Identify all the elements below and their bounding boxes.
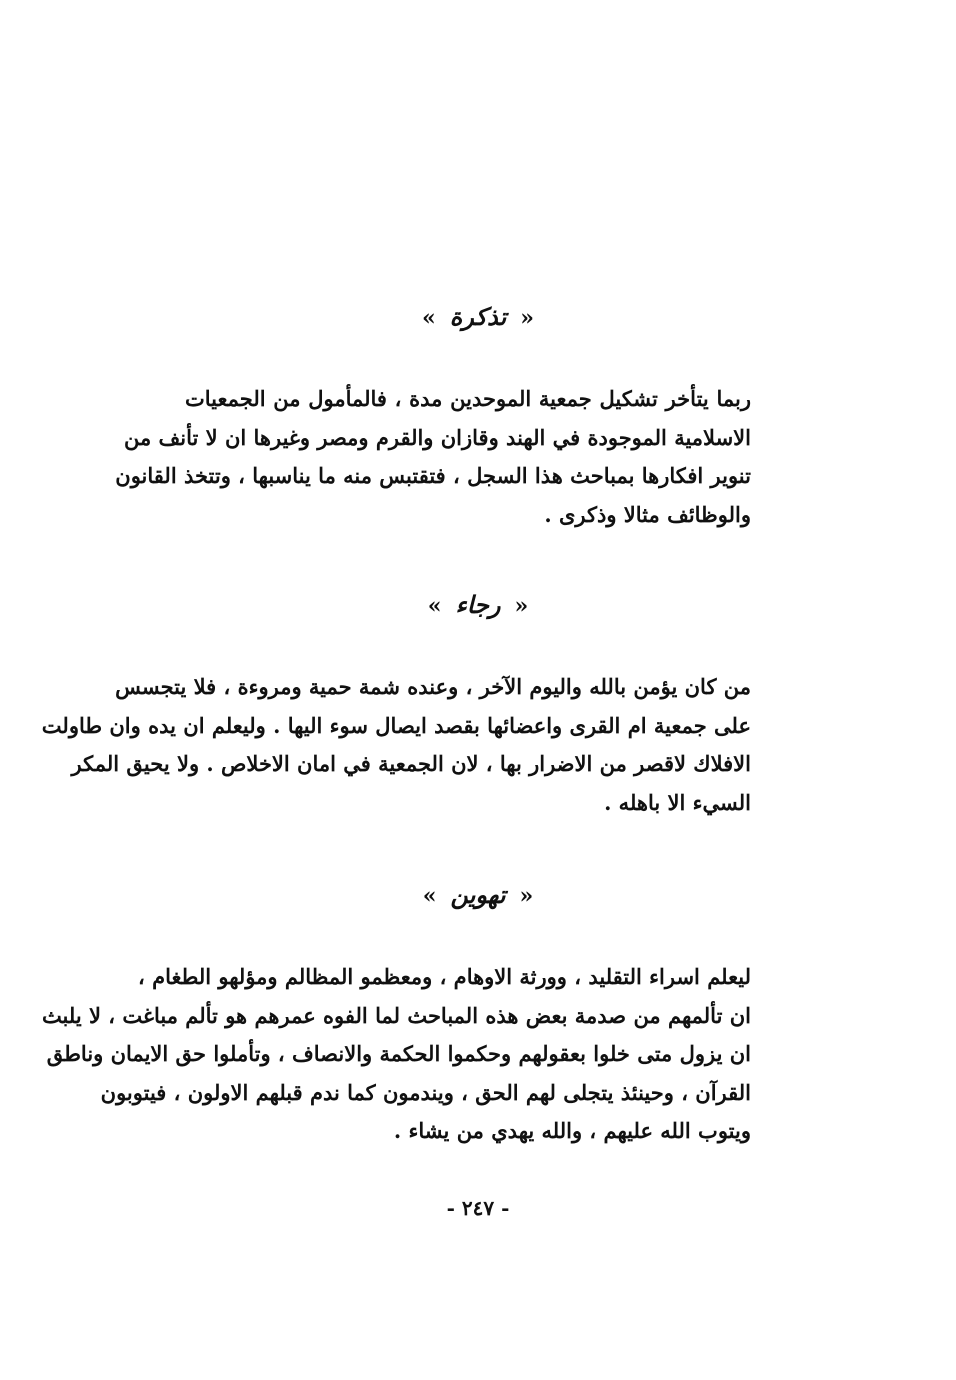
heading-text: تهوين <box>450 880 506 909</box>
heading-text: تذكرة <box>449 302 507 331</box>
section-heading-tadhkira <box>0 302 956 331</box>
paragraph-line: الافلاك لاقصر من الاضرار بها ، لان الجمعية في امان الاخلاص . ولا يحيق المكر <box>71 751 751 776</box>
paragraph-line: الاسلامية الموجودة في الهند وقازان والقرم ومصر وغيرها ان لا تأنف من <box>124 424 751 450</box>
section-heading-tahwin <box>0 880 956 909</box>
paragraph-line: السيء الا باهله . <box>604 789 751 815</box>
page-number: - ٢٤٧ - <box>446 1196 510 1220</box>
paragraph-line: ويتوب الله عليهم ، والله يهدي من يشاء . <box>393 1118 751 1143</box>
paragraph-line: ليعلم اسراء التقليد ، وورثة الاوهام ، ومعظمو المظالم ومؤلهو الطغام ، <box>138 964 751 989</box>
quote-open: « <box>519 883 534 909</box>
paragraph-raja <box>41 668 751 822</box>
paragraph-line: ربما يتأخر تشكيل جمعية الموحدين مدة ، فالمأمول من الجمعيات <box>185 386 751 411</box>
paragraph-tadhkira <box>115 380 751 534</box>
paragraph-line: على جمعية ام القرى واعضائها بقصد ايصال سوء اليها . وليعلم ان يده وان طاولت <box>41 712 751 738</box>
quote-close: » <box>427 593 442 619</box>
paragraph-tahwin <box>41 958 751 1151</box>
paragraph-line: من كان يؤمن بالله واليوم الآخر ، وعنده شمة حمية ومروءة ، فلا يتجسس <box>115 674 751 699</box>
quote-open: « <box>514 593 529 619</box>
quote-close: » <box>422 883 437 909</box>
paragraph-line: ان تألمهم من صدمة بعض هذه المباحث لما الفوه عمرهم هو تألم مباغت ، لا يلبث <box>41 1002 751 1028</box>
section-heading-raja <box>0 590 956 619</box>
paragraph-line: القرآن ، وحينئذ يتجلى لهم الحق ، ويندمون كما ندم قبلهم الاولون ، فيتوبون <box>100 1079 751 1105</box>
heading-text: رجاء <box>455 590 501 619</box>
quote-open: « <box>520 305 535 331</box>
quote-close: » <box>421 305 436 331</box>
paragraph-line: تنوير افكارها بمباحث هذا السجل ، فتقتبس منه ما يناسبها ، وتتخذ القانون <box>115 463 751 488</box>
paragraph-line: ان يزول متى خلوا بعقولهم وحكموا الحكمة والانصاف ، وتأملوا حق الايمان وناطق <box>46 1041 751 1066</box>
paragraph-line: والوظائف مثالا وذكرى . <box>544 501 751 527</box>
